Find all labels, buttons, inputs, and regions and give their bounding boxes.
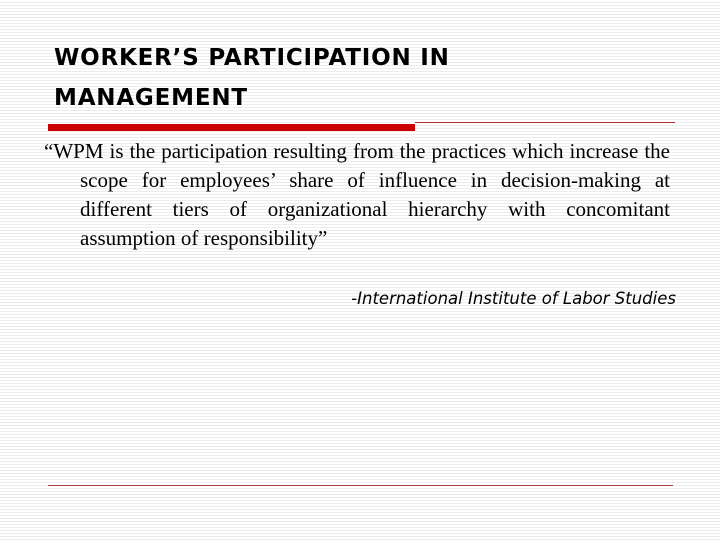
title-divider-line xyxy=(415,122,675,123)
footer-divider-line xyxy=(48,485,673,486)
definition-quote: “WPM is the participation resulting from the practices which increase the scope for employees’ share of influence in decision-making at different tiers of organizational hierarchy with concomitant assumption of responsibility” xyxy=(44,139,670,250)
slide-title-line-2: MANAGEMENT xyxy=(54,85,248,111)
slide-title xyxy=(54,38,614,118)
title-accent-bar xyxy=(48,124,415,131)
slide-title-line-1: WORKER’S PARTICIPATION IN xyxy=(54,45,450,71)
quote-attribution: -International Institute of Labor Studies xyxy=(351,289,676,308)
